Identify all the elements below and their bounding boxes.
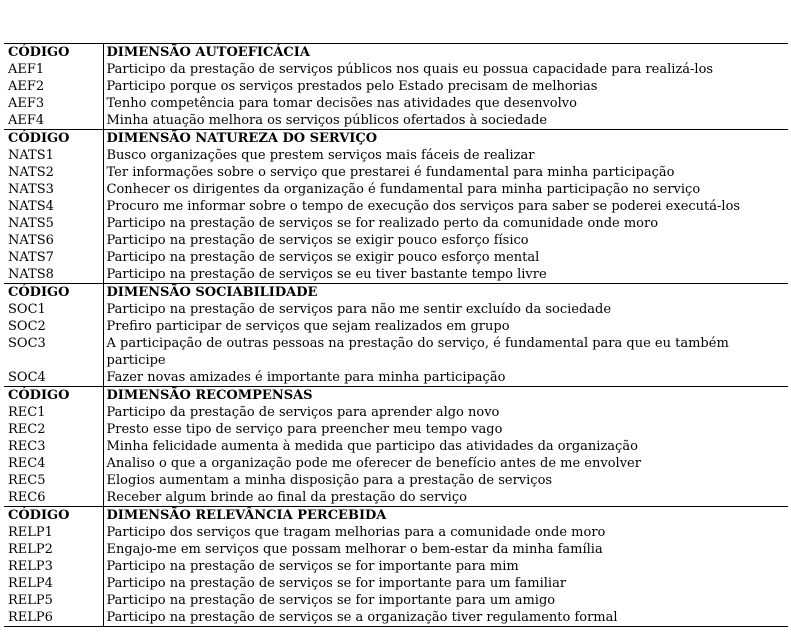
dimension-title: DIMENSÃO SOCIABILIDADE <box>103 284 788 302</box>
item-code: REC4 <box>8 456 46 471</box>
item-statement: Ter informações sobre o serviço que prestarei é fundamental para minha participação <box>103 164 788 181</box>
item-statement: Receber algum brinde ao final da prestação do serviço <box>103 489 788 507</box>
item-code: REC1 <box>8 405 46 420</box>
table-row <box>4 609 788 627</box>
table-row <box>4 318 788 335</box>
table-row <box>4 301 788 318</box>
table-row <box>4 164 788 181</box>
dimensions-table <box>4 43 788 627</box>
item-code: RELP6 <box>4 609 103 627</box>
table-row <box>4 78 788 95</box>
table-row <box>4 198 788 215</box>
item-code: AEF4 <box>8 113 45 128</box>
dimensions-table-container <box>4 43 788 627</box>
table-row <box>4 249 788 266</box>
table-row <box>4 575 788 592</box>
table-row <box>4 438 788 455</box>
dimensions-table-body <box>4 44 788 627</box>
item-code: REC5 <box>8 473 46 488</box>
code-column-header: CÓDIGO <box>4 387 103 405</box>
section-header-row <box>4 130 788 148</box>
table-row <box>4 215 788 232</box>
item-statement: Participo da prestação de serviços para aprender algo novo <box>103 404 788 421</box>
item-code: NATS1 <box>8 148 54 163</box>
table-row <box>4 266 788 284</box>
item-statement: Conhecer os dirigentes da organização é fundamental para minha participação no serviço <box>103 181 788 198</box>
table-row <box>4 455 788 472</box>
table-row <box>4 181 788 198</box>
item-code: RELP2 <box>8 542 53 557</box>
item-statement: Participo na prestação de serviços se exigir pouco esforço mental <box>103 249 788 266</box>
item-code: RELP3 <box>8 559 53 574</box>
item-code: REC6 <box>8 490 46 505</box>
item-statement: Participo dos serviços que tragam melhorias para a comunidade onde moro <box>103 524 788 541</box>
item-code: NATS7 <box>8 250 54 265</box>
item-code: SOC1 <box>8 302 46 317</box>
table-row <box>4 592 788 609</box>
item-statement: Engajo-me em serviços que possam melhorar o bem-estar da minha família <box>103 541 788 558</box>
item-statement: Minha atuação melhora os serviços públicos ofertados à sociedade <box>103 112 788 130</box>
item-code: SOC4 <box>8 370 46 385</box>
table-row <box>4 489 788 507</box>
item-statement: Participo da prestação de serviços públicos nos quais eu possua capacidade para realizá-los <box>103 61 788 78</box>
item-statement: Minha felicidade aumenta à medida que participo das atividades da organização <box>103 438 788 455</box>
item-statement: Elogios aumentam a minha disposição para a prestação de serviços <box>103 472 788 489</box>
code-column-header: CÓDIGO <box>4 130 103 148</box>
dimension-title: DIMENSÃO RELEVÂNCIA PERCEBIDA <box>103 507 788 525</box>
item-statement: Participo na prestação de serviços se exigir pouco esforço físico <box>103 232 788 249</box>
table-row <box>4 404 788 421</box>
table-row <box>4 369 788 387</box>
item-code: RELP1 <box>8 525 53 540</box>
item-code: NATS5 <box>8 216 54 231</box>
table-row <box>4 112 788 130</box>
code-column-header: CÓDIGO <box>4 44 103 62</box>
item-statement: Prefiro participar de serviços que sejam realizados em grupo <box>103 318 788 335</box>
item-statement: Participo na prestação de serviços se eu tiver bastante tempo livre <box>103 266 788 284</box>
item-statement: Analiso o que a organização pode me oferecer de benefício antes de me envolver <box>103 455 788 472</box>
item-statement: Procuro me informar sobre o tempo de execução dos serviços para saber se poderei executá-los <box>103 198 788 215</box>
item-code: AEF1 <box>8 62 45 77</box>
table-row <box>4 335 788 369</box>
code-column-header: CÓDIGO <box>4 284 103 302</box>
section-header-row <box>4 284 788 302</box>
item-statement: Fazer novas amizades é importante para minha participação <box>103 369 788 387</box>
section-header-row <box>4 44 788 62</box>
table-row <box>4 232 788 249</box>
item-code: RELP5 <box>8 593 53 608</box>
item-code: NATS4 <box>8 199 54 214</box>
item-code: SOC2 <box>8 319 46 334</box>
section-header-row <box>4 387 788 405</box>
item-code: AEF2 <box>8 79 45 94</box>
table-row <box>4 61 788 78</box>
item-statement: Participo na prestação de serviços se for importante para um amigo <box>103 592 788 609</box>
section-header-row <box>4 507 788 525</box>
table-row <box>4 524 788 541</box>
item-code: RELP4 <box>8 576 53 591</box>
item-code: NATS2 <box>8 165 54 180</box>
item-code: NATS6 <box>8 233 54 248</box>
item-statement: Tenho competência para tomar decisões nas atividades que desenvolvo <box>103 95 788 112</box>
item-statement: A participação de outras pessoas na prestação do serviço, é fundamental para que eu também participe <box>103 335 788 369</box>
dimension-title: DIMENSÃO AUTOEFICÁCIA <box>103 44 788 62</box>
item-code: NATS3 <box>8 182 54 197</box>
dimension-title: DIMENSÃO RECOMPENSAS <box>103 387 788 405</box>
item-statement: Participo na prestação de serviços se for importante para mim <box>103 558 788 575</box>
item-code: REC2 <box>8 422 46 437</box>
table-row <box>4 558 788 575</box>
table-row <box>4 95 788 112</box>
item-code: REC3 <box>8 439 46 454</box>
item-statement: Participo na prestação de serviços se a organização tiver regulamento formal <box>103 609 788 627</box>
item-code: AEF3 <box>8 96 45 111</box>
item-statement: Participo na prestação de serviços para não me sentir excluído da sociedade <box>103 301 788 318</box>
item-statement: Participo na prestação de serviços se for importante para um familiar <box>103 575 788 592</box>
table-row <box>4 421 788 438</box>
item-code: NATS8 <box>8 267 54 282</box>
dimension-title: DIMENSÃO NATUREZA DO SERVIÇO <box>103 130 788 148</box>
table-row <box>4 541 788 558</box>
item-statement: Participo na prestação de serviços se for realizado perto da comunidade onde moro <box>103 215 788 232</box>
item-statement: Busco organizações que prestem serviços mais fáceis de realizar <box>103 147 788 164</box>
table-row <box>4 147 788 164</box>
code-column-header: CÓDIGO <box>4 507 103 525</box>
item-statement: Participo porque os serviços prestados pelo Estado precisam de melhorias <box>103 78 788 95</box>
item-statement: Presto esse tipo de serviço para preencher meu tempo vago <box>103 421 788 438</box>
table-row <box>4 472 788 489</box>
item-code: SOC3 <box>8 336 46 351</box>
